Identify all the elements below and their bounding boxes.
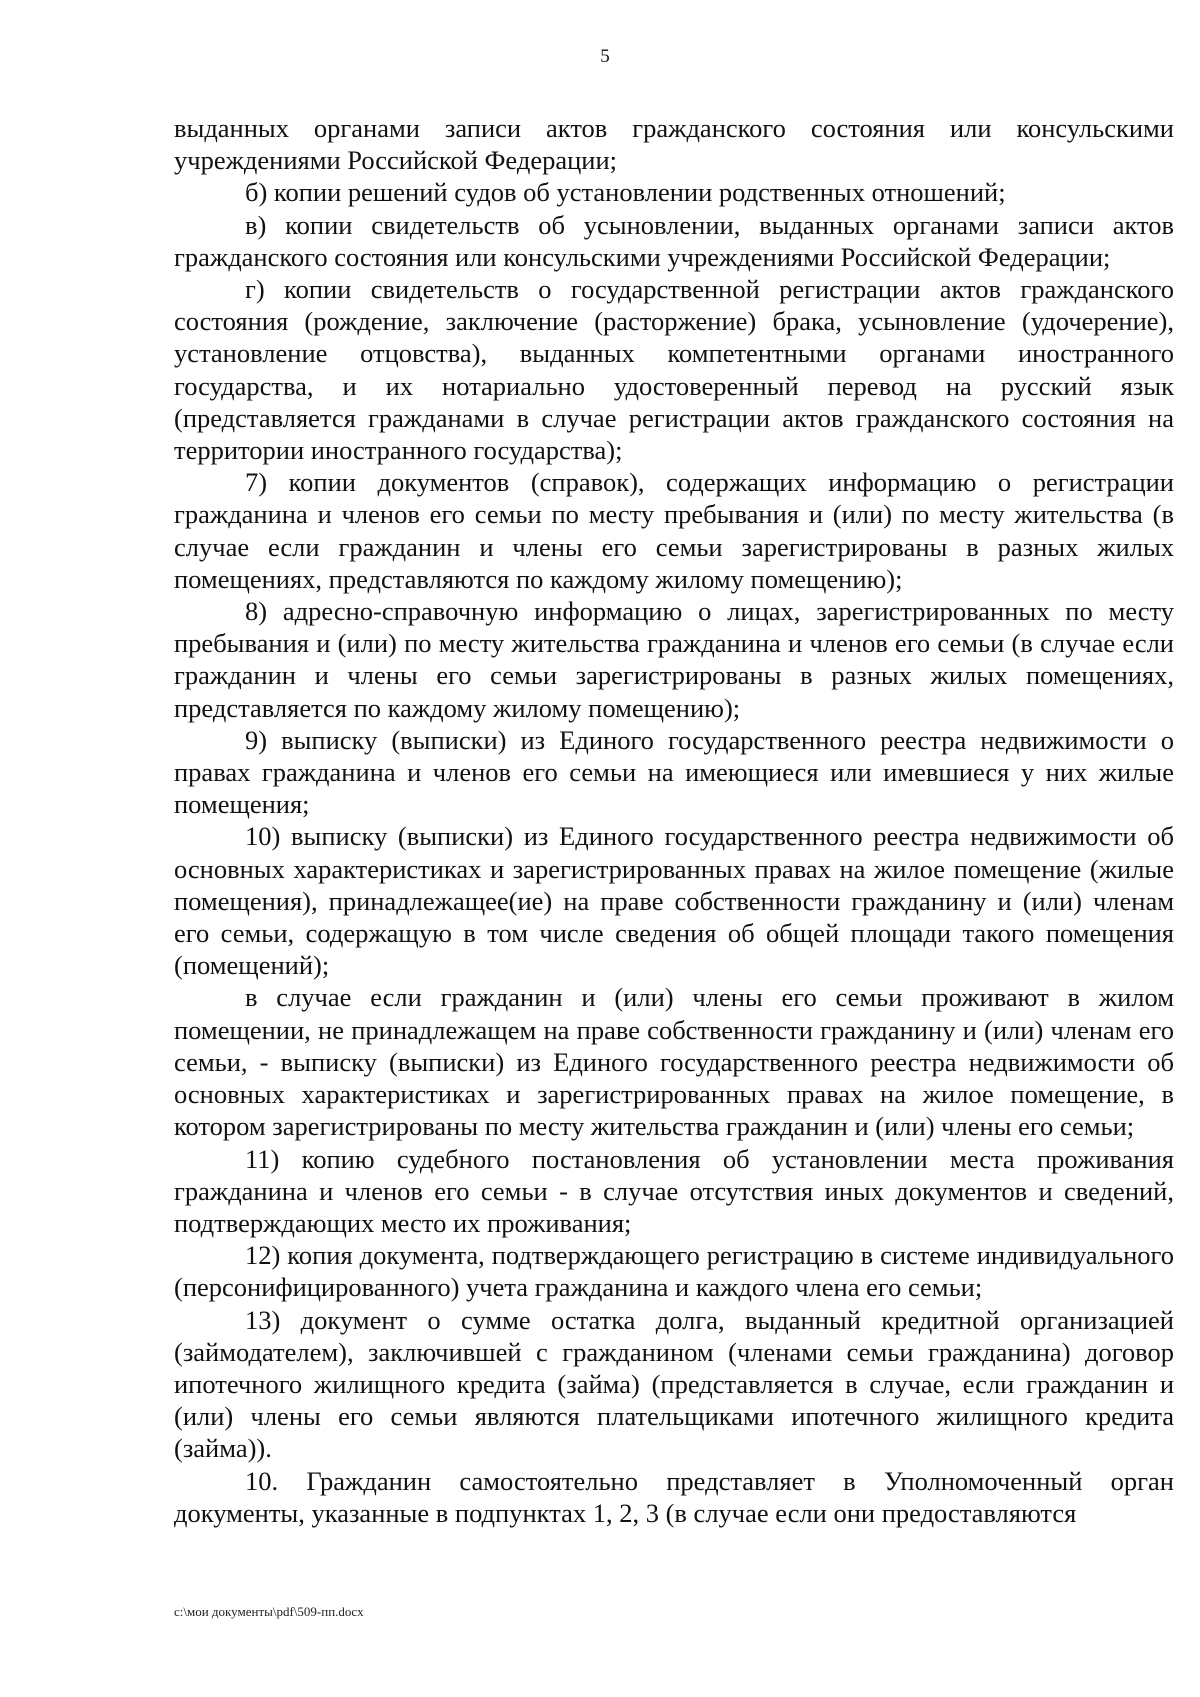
- paragraph-item-10-addendum: в случае если гражданин и (или) члены его семьи проживают в жилом помещении, не принадлежащем на праве собственности гражданину и (или) членам его семьи, - выписку (выписки) из Единого государственного реестра недвижимости об основных характеристиках и зарегистрированных правах на жилое помещение, в котором зарегистрированы по месту жительства гражданин и (или) члены его семьи;: [174, 982, 1174, 1142]
- paragraph-item-12: 12) копия документа, подтверждающего регистрацию в системе индивидуального (персонифицированного) учета гражданина и каждого члена его семьи;: [174, 1240, 1174, 1303]
- paragraph-continuation: выданных органами записи актов гражданского состояния или консульскими учреждениями Российской Федерации;: [174, 113, 1174, 176]
- paragraph-item-7: 7) копии документов (справок), содержащих информацию о регистрации гражданина и членов его семьи по месту пребывания и (или) по месту жительства (в случае если гражданин и члены его семьи зарегистрированы в разных жилых помещениях, представляются по каждому жилому помещению);: [174, 467, 1174, 594]
- paragraph-clause-10: 10. Гражданин самостоятельно представляет в Уполномоченный орган документы, указанные в подпунктах 1, 2, 3 (в случае если они предоставляются: [174, 1465, 1174, 1528]
- paragraph-item-10: 10) выписку (выписки) из Единого государственного реестра недвижимости об основных характеристиках и зарегистрированных правах на жилое помещение (жилые помещения), принадлежащее(ие) на праве собственности гражданину и (или) членам его семьи, содержащую в том числе сведения об общей площади такого помещения (помещений);: [174, 821, 1174, 981]
- page-number: 5: [600, 46, 610, 67]
- paragraph-item-9: 9) выписку (выписки) из Единого государственного реестра недвижимости о правах гражданина и членов его семьи на имеющиеся или имевшиеся у них жилые помещения;: [174, 724, 1174, 820]
- paragraph-item-13: 13) документ о сумме остатка долга, выданный кредитной организацией (займодателем), заключившей с гражданином (членами семьи гражданина) договор ипотечного жилищного кредита (займа) (представляется в случае, если гражданин и (или) члены его семьи являются плательщиками ипотечного жилищного кредита (займа)).: [174, 1304, 1174, 1464]
- paragraph-item-b: б) копии решений судов об установлении родственных отношений;: [245, 177, 1006, 208]
- paragraph-item-g: г) копии свидетельств о государственной регистрации актов гражданского состояния (рождение, заключение (расторжение) брака, усыновление (удочерение), установление отцовства), выданных компетентными органами иностранного государства, и их нотариально удостоверенный перевод на русский язык (представляется гражданами в случае регистрации актов гражданского состояния на территории иностранного государства);: [174, 274, 1174, 466]
- paragraph-item-11: 11) копию судебного постановления об установлении места проживания гражданина и членов его семьи - в случае отсутствия иных документов и сведений, подтверждающих место их проживания;: [174, 1143, 1174, 1238]
- paragraph-item-8: 8) адресно-справочную информацию о лицах, зарегистрированных по месту пребывания и (или) по месту жительства гражданина и членов его семьи (в случае если гражданин и члены его семьи зарегистрированы в разных жилых помещениях, представляется по каждому жилому помещению);: [174, 596, 1174, 723]
- document-body: [174, 112, 1174, 1529]
- paragraph-item-v: в) копии свидетельств об усыновлении, выданных органами записи актов гражданского состояния или консульскими учреждениями Российской Федерации;: [174, 209, 1174, 272]
- footer-file-path: c:\мои документы\pdf\509-пп.docx: [174, 1604, 364, 1619]
